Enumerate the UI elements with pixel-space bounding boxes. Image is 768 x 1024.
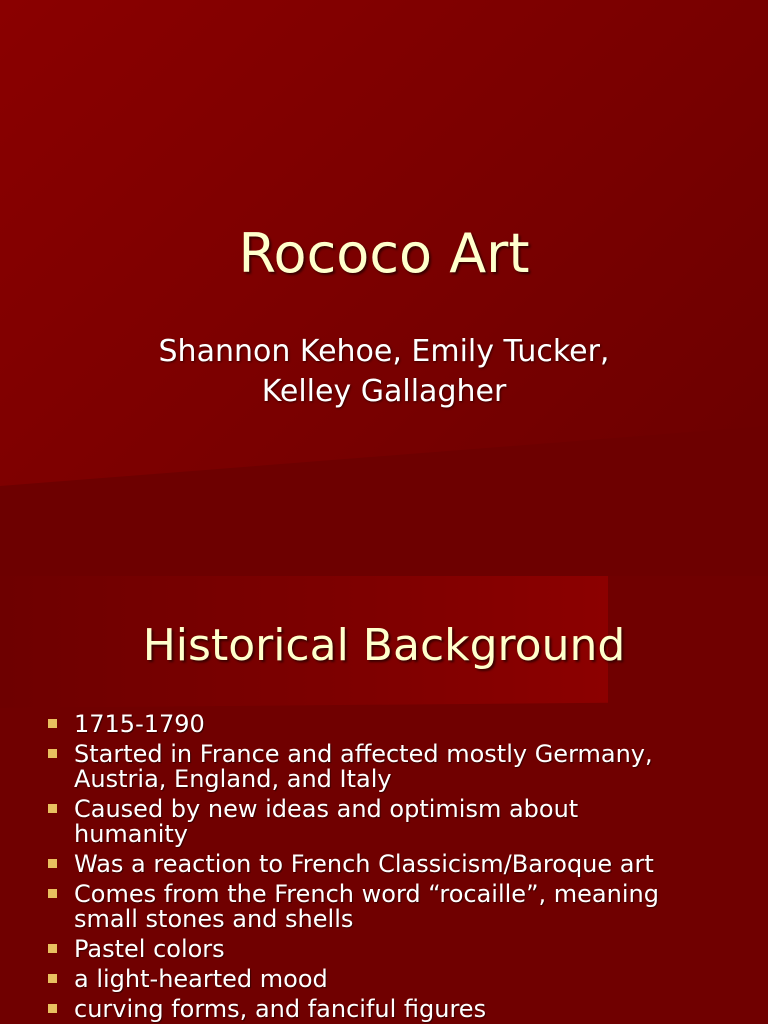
bullet-text: Comes from the French word “rocaille”, meaning [74,880,659,908]
square-bullet-icon [48,859,57,868]
authors-line-1: Shannon Kehoe, Emily Tucker, [158,334,610,369]
square-bullet-icon [48,719,57,728]
bullet-item [46,712,746,737]
bullet-text: a light-hearted mood [74,965,328,993]
authors-subtitle [0,332,768,412]
square-bullet-icon [48,944,57,953]
presentation-title: Rococo Art [238,222,530,285]
authors-line-2: Kelley Gallagher [261,374,507,409]
square-bullet-icon [48,804,57,813]
bullet-item [46,742,746,792]
bullet-item [46,797,746,847]
square-bullet-icon [48,974,57,983]
bullet-text: Austria, England, and Italy [74,765,392,793]
bullet-text: Was a reaction to French Classicism/Baroque art [74,850,654,878]
bullet-item [46,937,746,962]
historical-background-slide [0,576,768,1024]
bullet-text: Pastel colors [74,935,225,963]
bullet-item [46,852,746,877]
bullet-item [46,997,746,1022]
bullet-text: small stones and shells [74,905,354,933]
bullet-text: Caused by new ideas and optimism about [74,795,579,823]
bullet-item [46,967,746,992]
square-bullet-icon [48,889,57,898]
bullet-text: humanity [74,820,188,848]
square-bullet-icon [48,1004,57,1013]
slide-title: Historical Background [142,620,626,671]
bullet-text: 1715-1790 [74,710,205,738]
bullet-list [46,712,746,1024]
bullet-item [46,882,746,932]
bullet-text: curving forms, and fanciful figures [74,995,487,1023]
square-bullet-icon [48,749,57,758]
bullet-text: Started in France and affected mostly Germany, [74,740,653,768]
background-band [0,426,768,576]
